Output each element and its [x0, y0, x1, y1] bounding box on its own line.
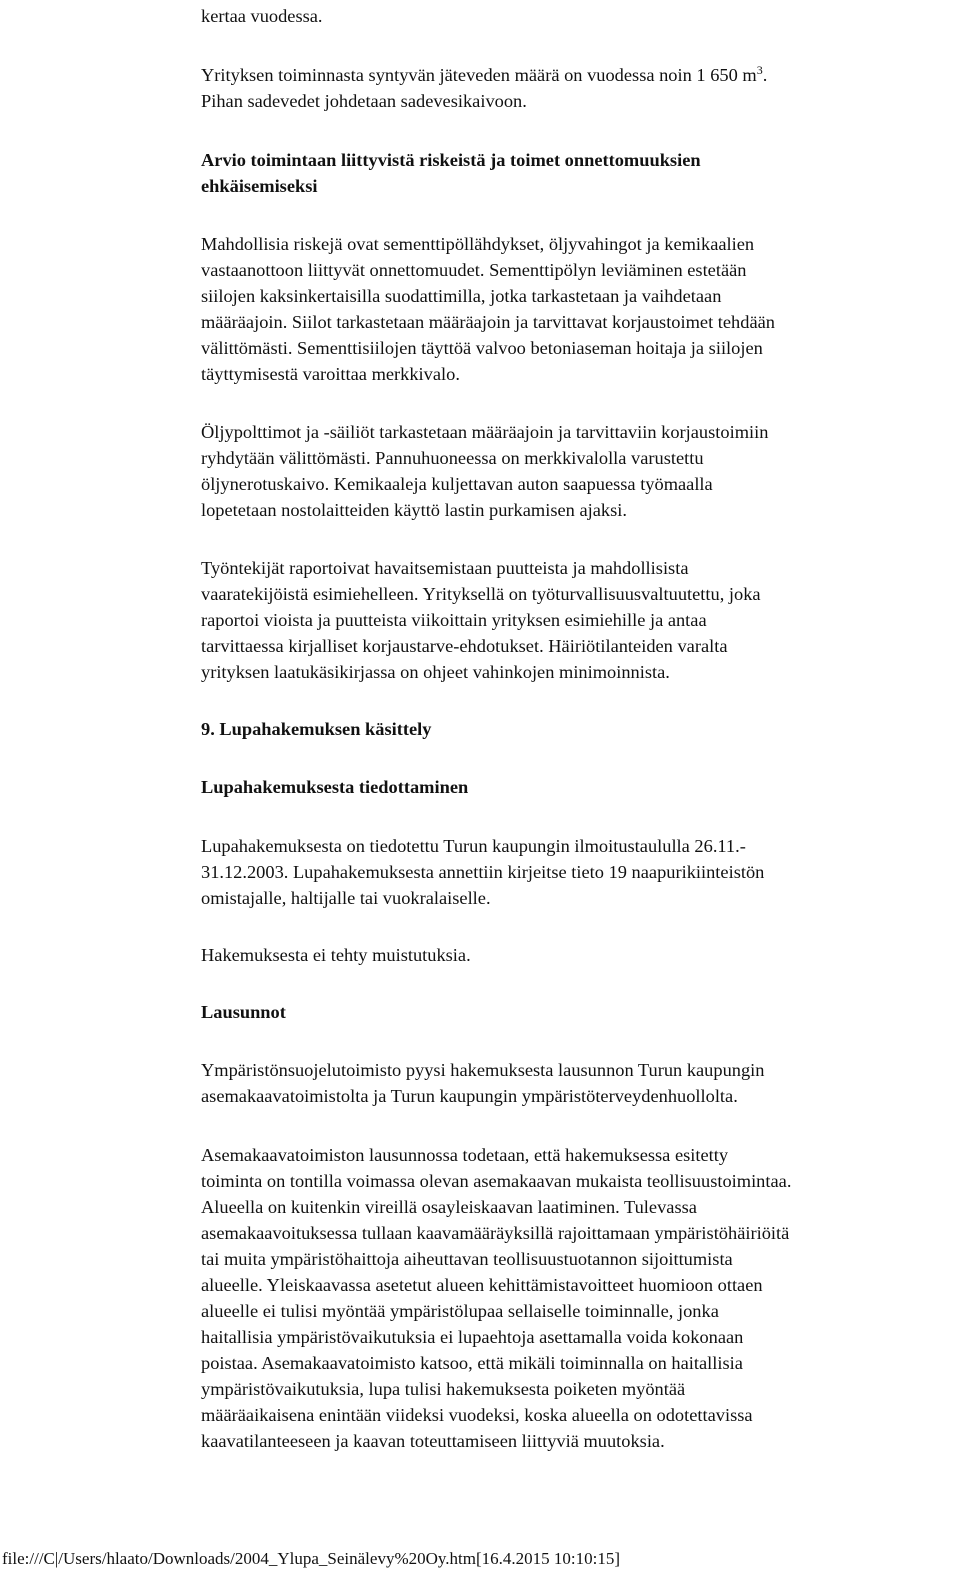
wastewater-line1-end: .: [762, 65, 768, 85]
wastewater-line1: Yrityksen toiminnasta syntyvän jäteveden määrä on vuodessa noin 1 650 m: [201, 65, 757, 85]
unit-superscript: 3: [756, 63, 763, 77]
wastewater-line2: Pihan sadevedet johdetaan sadevesikaivoon.: [201, 91, 527, 111]
risk-paragraph-1: Mahdollisia riskejä ovat sementtipöllähdykset, öljyvahingot ja kemikaalien vastaanottoon liittyvät onnettomuudet. Sementtipölyn leviäminen estetään siilojen kaksinkertaisilla suodattimilla, jotka tarkastetaan ja vaihdetaan määräajoin. Siilot tarkastetaan määräajoin ja tarvittavat korjaustoimet tehdään välittömästi. Sementtisiilojen täyttöä valvoo betoniaseman hoitaja ja siilojen täyttymisestä varoittaa merkkivalo.: [201, 234, 775, 384]
risk-paragraph-3: Työntekijät raportoivat havaitsemistaan puutteista ja mahdollisista vaaratekijöistä esimiehelleen. Yrityksellä on työturvallisuusvaltuutettu, joka raportoi vioista ja puutteista viikoittain yrityksen esimiehille ja antaa tarvittaessa kirjalliset korjaustarve-ehdotukset. Häiriötilanteiden varalta yrityksen laatukäsikirjassa on ohjeet vahinkojen minimoinnista.: [201, 558, 761, 682]
statements-paragraph-2: Asemakaavatoimiston lausunnossa todetaan, että hakemuksessa esitetty toiminta on tontilla voimassa olevan asemakaavan mukaista teollisuustoimintaa. Alueella on kuitenkin vireillä osayleiskaavan laatiminen. Tulevassa asemakaavoituksessa tullaan kaavamääräyksillä rajoittamaan ympäristöhäiriöitä tai muita ympäristöhaittoja aiheuttavan teollisuustuotannon sijoittumista alueelle. Yleiskaavassa asetetut alueen kehittämistavoitteet huomioon ottaen alueelle ei tulisi myöntää ympäristölupaa sellaiselle toiminnalle, jonka haitallisia ympäristövaikutuksia ei lupaehtoja asettamalla voida kokonaan poistaa. Asemakaavatoimisto katsoo, että mikäli toiminnalla on haitallisia ympäristövaikutuksia, lupa tulisi hakemuksesta poiketen myöntää määräaikaisena enintään viideksi vuodeksi, koska alueella on odotettavissa kaavatilanteeseen ja kaavan toteuttamiseen liittyviä muutoksia.: [201, 1145, 792, 1451]
file-path-footer: file:///C|/Users/hlaato/Downloads/2004_Ylupa_Seinälevy%20Oy.htm[16.4.2015 10:10:15]: [2, 1549, 621, 1568]
section-9-heading: 9. Lupahakemuksen käsittely: [201, 719, 432, 739]
risk-paragraph-2: Öljypolttimot ja -säiliöt tarkastetaan määräajoin ja tarvittaviin korjaustoimiin ryhdytään välittömästi. Pannuhuoneessa on merkkivalolla varustettu öljynerotuskaivo. Kemikaaleja kuljettavan auton saapuessa työmaalla lopetetaan nostolaitteiden käyttö lastin purkamisen ajaksi.: [201, 422, 769, 520]
notice-paragraph-1: Lupahakemuksesta on tiedotettu Turun kaupungin ilmoitustaululla 26.11.- 31.12.2003. Lupahakemuksesta annettiin kirjeitse tieto 19 naapurikiinteistön omistajalle, haltijalle tai vuokralaiselle.: [201, 836, 765, 908]
risk-heading: Arvio toimintaan liittyvistä riskeistä ja toimet onnettomuuksien ehkäisemiseksi: [201, 150, 701, 196]
statements-paragraph-1: Ympäristönsuojelutoimisto pyysi hakemuksesta lausunnon Turun kaupungin asemakaavatoimistolta ja Turun kaupungin ympäristöterveydenhuollolta.: [201, 1060, 765, 1106]
notice-heading: Lupahakemuksesta tiedottaminen: [201, 777, 469, 797]
wastewater-paragraph: [201, 62, 953, 114]
notice-paragraph-2: Hakemuksesta ei tehty muistutuksia.: [201, 945, 471, 965]
top-fragment: kertaa vuodessa.: [201, 6, 323, 26]
statements-heading: Lausunnot: [201, 1002, 286, 1022]
